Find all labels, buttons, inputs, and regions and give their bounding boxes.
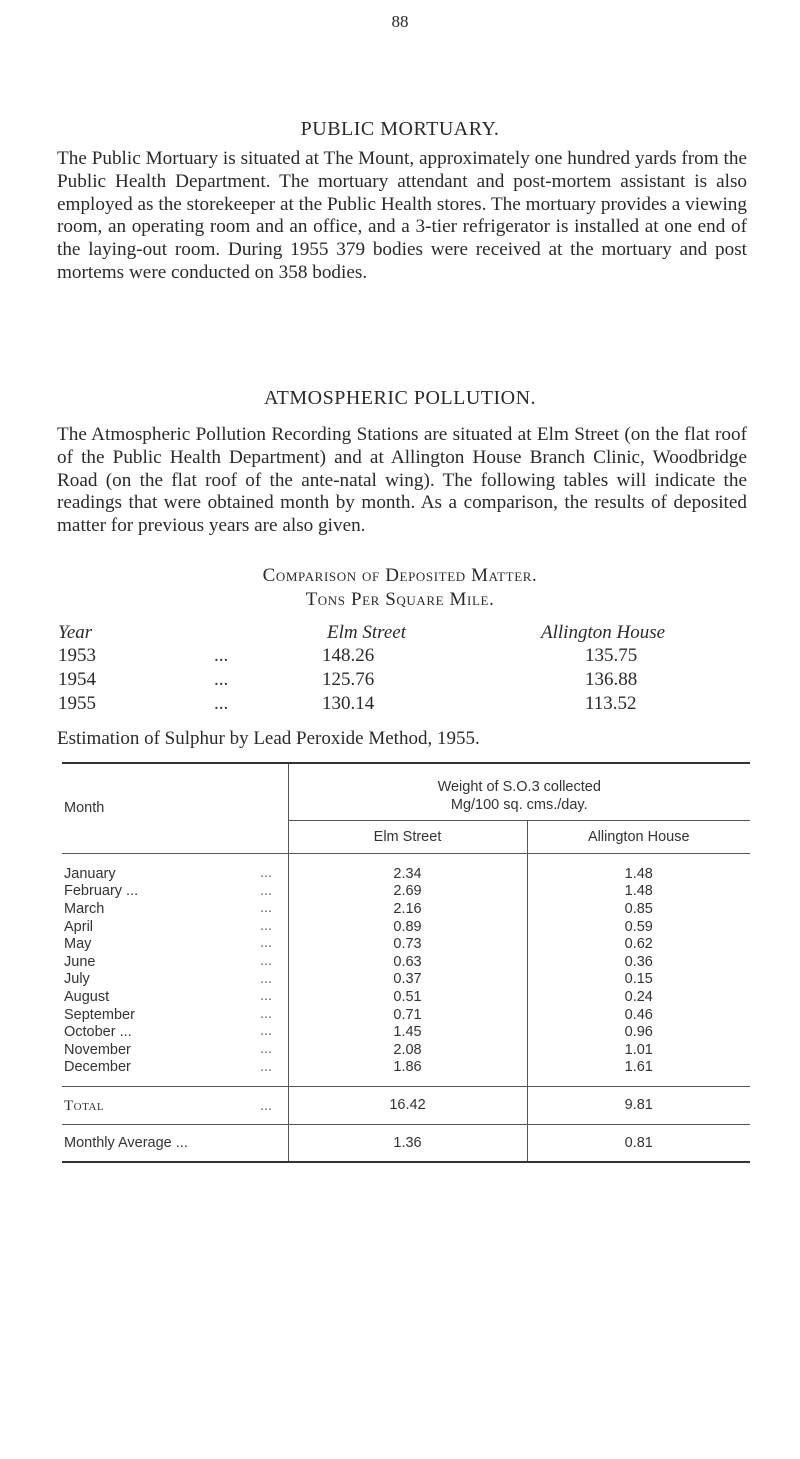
comparison-title-line1: Comparison of Deposited Matter. xyxy=(262,565,538,586)
month-dots: ... xyxy=(260,1040,273,1057)
month-dots: ... xyxy=(260,917,273,934)
allington-house-value: 0.59 xyxy=(624,918,653,935)
month-name: October ... xyxy=(64,1024,132,1041)
average-label: Monthly Average ... xyxy=(62,1124,288,1162)
month-header: Month xyxy=(62,763,288,853)
page-number: 88 xyxy=(391,12,409,31)
comparison-allington-value: 135.75 xyxy=(585,645,638,666)
month-name: May xyxy=(64,936,92,953)
table-row xyxy=(62,971,750,989)
month-dots: ... xyxy=(260,882,273,899)
table-row xyxy=(62,1041,750,1059)
elm-street-value: 0.37 xyxy=(288,971,527,989)
weight-header xyxy=(288,763,750,820)
month-name: August xyxy=(64,988,110,1005)
elm-street-value: 2.69 xyxy=(288,883,527,901)
comparison-year: 1955 xyxy=(58,693,96,714)
elm-street-value: 2.16 xyxy=(288,900,527,918)
table-row xyxy=(62,1023,750,1041)
pollution-heading: ATMOSPHERIC POLLUTION. xyxy=(263,387,537,409)
month-dots: ... xyxy=(260,970,273,987)
month-name: September xyxy=(64,1006,135,1023)
elm-street-value: 2.08 xyxy=(288,1041,527,1059)
table-row xyxy=(62,1006,750,1024)
average-allington: 0.81 xyxy=(624,1134,653,1151)
comparison-year: 1954 xyxy=(58,669,96,690)
month-dots: ... xyxy=(260,900,273,917)
mortuary-paragraph: The Public Mortuary is situated at The Mount, approximately one hundred yards from the Public Health Department. The mortuary attendant and post-mortem assistant is also employed as the storekeeper at the Public Health stores. The mortuary provides a viewing room, an operating room and an office, and a 3-tier refrigerator is installed at one end of the laying-out room. During 1955 379 bodies were received at the mortuary and post mortems were conducted on 358 bodies. xyxy=(57,148,747,283)
month-name: July xyxy=(64,971,90,988)
elm-street-value: 0.73 xyxy=(288,935,527,953)
elm-street-header: Elm Street xyxy=(288,820,527,853)
comparison-elm-value: 130.14 xyxy=(322,693,375,714)
table-row xyxy=(62,988,750,1006)
weight-header-line1: Weight of S.O.3 collected xyxy=(437,778,601,795)
table-row xyxy=(62,865,750,883)
comparison-elm-value: 125.76 xyxy=(322,669,375,690)
comparison-dots: ... xyxy=(214,669,229,690)
month-dots: ... xyxy=(260,1005,273,1022)
comparison-title-line2: Tons Per Square Mile. xyxy=(305,589,495,610)
sulphur-table xyxy=(62,762,750,1163)
pollution-paragraph: The Atmospheric Pollution Recording Stations are situated at Elm Street (on the flat roof of the Public Health Department) and at Allington House Branch Clinic, Woodbridge Road (on the flat roof of the ante-natal wing). The following tables will indicate the readings that were obtained month by month. As a comparison, the results of deposited matter for previous years are also given. xyxy=(57,424,747,537)
comparison-allington-value: 136.88 xyxy=(585,669,638,690)
sulphur-rows xyxy=(62,865,750,1076)
month-dots: ... xyxy=(260,988,273,1005)
month-name: December xyxy=(64,1059,131,1076)
allington-house-value: 0.46 xyxy=(624,1006,653,1023)
comparison-header-allington: Allington House xyxy=(541,622,666,643)
average-elm: 1.36 xyxy=(288,1124,527,1162)
total-dots: ... xyxy=(260,1097,273,1114)
allington-house-value: 1.61 xyxy=(624,1059,653,1076)
elm-street-value: 1.45 xyxy=(288,1023,527,1041)
table-row xyxy=(62,900,750,918)
comparison-table xyxy=(0,0,800,720)
month-dots: ... xyxy=(260,865,273,881)
month-dots: ... xyxy=(260,952,273,969)
table-row xyxy=(62,935,750,953)
month-name: February ... xyxy=(64,883,139,900)
allington-house-value: 0.36 xyxy=(624,953,653,970)
allington-house-value: 1.48 xyxy=(624,883,653,900)
table-row xyxy=(62,918,750,936)
elm-street-value: 0.63 xyxy=(288,953,527,971)
month-dots: ... xyxy=(260,935,273,952)
elm-street-value: 0.71 xyxy=(288,1006,527,1024)
comparison-dots: ... xyxy=(214,645,229,666)
allington-house-value: 0.85 xyxy=(624,900,653,917)
comparison-allington-value: 113.52 xyxy=(585,693,637,714)
allington-house-value: 0.15 xyxy=(624,971,653,988)
allington-house-value: 0.96 xyxy=(624,1024,653,1041)
table-row xyxy=(62,953,750,971)
elm-street-value: 0.51 xyxy=(288,988,527,1006)
month-name: April xyxy=(64,918,94,935)
comparison-elm-value: 148.26 xyxy=(322,645,375,666)
weight-header-line2: Mg/100 sq. cms./day. xyxy=(450,796,588,813)
month-dots: ... xyxy=(260,1023,273,1040)
month-name: January xyxy=(64,865,116,882)
comparison-header-year: Year xyxy=(58,622,93,643)
elm-street-value: 2.34 xyxy=(288,865,527,883)
table-row xyxy=(62,883,750,901)
month-name: November xyxy=(64,1041,131,1058)
table-row xyxy=(62,1059,750,1077)
allington-house-value: 1.01 xyxy=(624,1041,653,1058)
total-allington: 9.81 xyxy=(624,1097,653,1114)
comparison-year: 1953 xyxy=(58,645,96,666)
elm-street-value: 1.86 xyxy=(288,1059,527,1077)
mortuary-heading: PUBLIC MORTUARY. xyxy=(300,118,500,140)
total-elm: 16.42 xyxy=(288,1086,527,1124)
average-row xyxy=(62,1124,750,1162)
elm-street-value: 0.89 xyxy=(288,918,527,936)
comparison-header-elm: Elm Street xyxy=(327,622,406,643)
month-name: June xyxy=(64,953,96,970)
month-dots: ... xyxy=(260,1058,273,1075)
total-row xyxy=(62,1086,750,1124)
month-name: March xyxy=(64,900,105,917)
allington-house-value: 0.62 xyxy=(624,936,653,953)
allington-house-header: Allington House xyxy=(527,820,750,853)
allington-house-value: 0.24 xyxy=(624,988,653,1005)
comparison-dots: ... xyxy=(214,693,229,714)
total-label: Total xyxy=(64,1097,105,1114)
allington-house-value: 1.48 xyxy=(624,865,653,882)
sulphur-caption: Estimation of Sulphur by Lead Peroxide Method, 1955. xyxy=(57,728,480,749)
